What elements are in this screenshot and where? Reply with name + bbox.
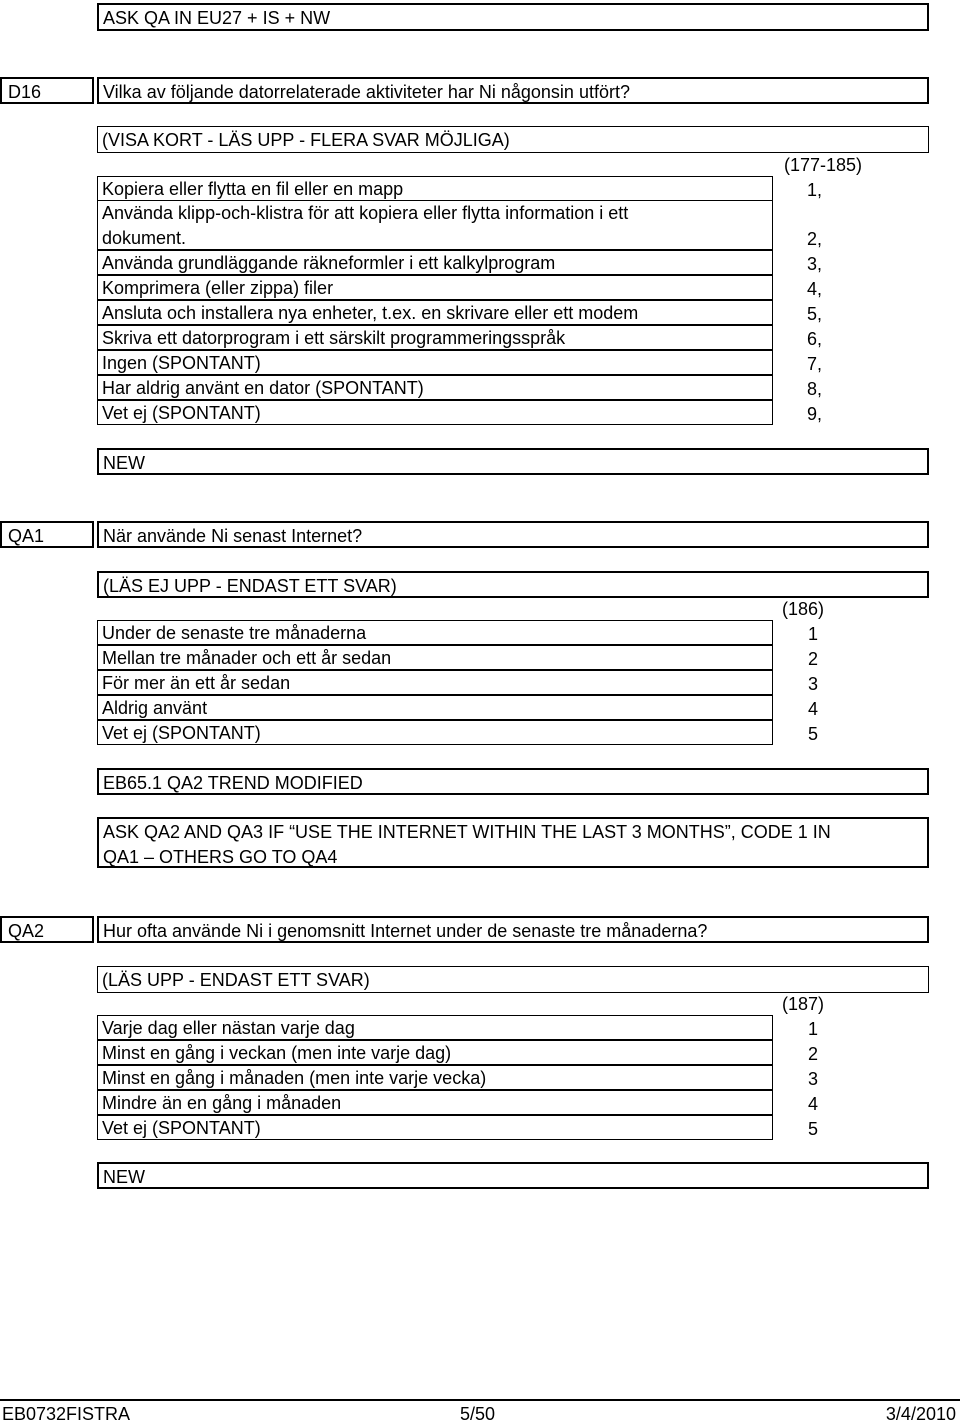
qa1-option-code: 1 xyxy=(807,624,818,644)
qa1-note-box xyxy=(97,768,929,795)
d16-option-code: 3, xyxy=(806,254,822,274)
d16-option-label: Komprimera (eller zippa) filer xyxy=(102,278,334,298)
d16-option-code: 6, xyxy=(806,329,822,349)
qa1-option-label: Mellan tre månader och ett år sedan xyxy=(102,648,392,668)
d16-code-box xyxy=(0,77,94,104)
d16-option-row xyxy=(97,400,773,425)
qa1-option-row xyxy=(97,620,773,645)
qa2-option-code: 4 xyxy=(807,1094,818,1114)
d16-option-row xyxy=(97,275,773,300)
d16-note-box xyxy=(97,448,929,475)
qa2-instruction-box xyxy=(97,966,929,993)
qa1-question: När använde Ni senast Internet? xyxy=(103,526,363,546)
d16-option-row xyxy=(97,200,773,250)
qa1-option-label: För mer än ett år sedan xyxy=(102,673,291,693)
d16-option-row xyxy=(97,375,773,400)
qa1-option-code: 5 xyxy=(807,724,818,744)
d16-question: Vilka av följande datorrelaterade aktiviteter har Ni någonsin utfört? xyxy=(103,82,630,102)
qa1-option-code: 4 xyxy=(807,699,818,719)
qa2-option-row xyxy=(97,1090,773,1115)
filter-line1: ASK QA2 AND QA3 IF “USE THE INTERNET WITHIN THE LAST 3 MONTHS”, CODE 1 IN xyxy=(103,822,831,842)
qa1-option-row xyxy=(97,670,773,695)
d16-option-code: 4, xyxy=(806,279,822,299)
footer-date: 3/4/2010 xyxy=(885,1404,956,1424)
qa2-question-box xyxy=(97,916,929,943)
d16-option-code: 5, xyxy=(806,304,822,324)
d16-option-row xyxy=(97,250,773,275)
qa1-instruction: (LÄS EJ UPP - ENDAST ETT SVAR) xyxy=(103,576,397,596)
d16-option-label: Använda klipp-och-klistra för att kopiera eller flytta information i ett xyxy=(102,203,629,223)
qa1-note: EB65.1 QA2 TREND MODIFIED xyxy=(103,773,363,793)
d16-option-row xyxy=(97,325,773,350)
qa2-instruction: (LÄS UPP - ENDAST ETT SVAR) xyxy=(102,970,370,990)
qa1-option-label: Aldrig använt xyxy=(102,698,208,718)
qa1-code-box xyxy=(0,521,94,548)
d16-option-row xyxy=(97,350,773,375)
header-title: ASK QA IN EU27 + IS + NW xyxy=(103,8,331,28)
qa1-option-code: 2 xyxy=(807,649,818,669)
qa2-note: NEW xyxy=(103,1167,145,1187)
qa2-code-box xyxy=(0,916,94,943)
d16-option-code: 2, xyxy=(806,229,822,249)
d16-option-label: Har aldrig använt en dator (SPONTANT) xyxy=(102,378,424,398)
d16-option-row xyxy=(97,300,773,325)
qa2-option-code: 1 xyxy=(807,1019,818,1039)
filter-line2: QA1 – OTHERS GO TO QA4 xyxy=(103,847,338,867)
d16-option-code: 8, xyxy=(806,379,822,399)
qa2-note-box xyxy=(97,1162,929,1189)
qa2-code: QA2 xyxy=(8,921,45,941)
d16-option-label: Använda grundläggande räkneformler i ett kalkylprogram xyxy=(102,253,556,273)
d16-instruction: (VISA KORT - LÄS UPP - FLERA SVAR MÖJLIGA) xyxy=(102,130,510,150)
d16-option-row xyxy=(97,176,773,201)
qa1-option-row xyxy=(97,645,773,670)
d16-option-code: 9, xyxy=(806,404,822,424)
qa2-option-row xyxy=(97,1040,773,1065)
d16-columns: (177-185) xyxy=(783,155,862,175)
d16-option-label: Ingen (SPONTANT) xyxy=(102,353,261,373)
d16-code: D16 xyxy=(8,82,42,102)
d16-option-label: Skriva ett datorprogram i ett särskilt programmeringsspråk xyxy=(102,328,566,348)
qa2-option-code: 5 xyxy=(807,1119,818,1139)
d16-option-label: Vet ej (SPONTANT) xyxy=(102,403,261,423)
qa2-option-code: 2 xyxy=(807,1044,818,1064)
qa2-option-label: Minst en gång i månaden (men inte varje vecka) xyxy=(102,1068,487,1088)
d16-option-code: 1, xyxy=(806,180,822,200)
qa2-option-label: Vet ej (SPONTANT) xyxy=(102,1118,261,1138)
qa2-question: Hur ofta använde Ni i genomsnitt Internet under de senaste tre månaderna? xyxy=(103,921,708,941)
d16-question-box xyxy=(97,77,929,104)
footer-doc-id: EB0732FISTRA xyxy=(2,1404,131,1424)
qa2-columns: (187) xyxy=(781,994,824,1014)
qa2-option-label: Minst en gång i veckan (men inte varje dag) xyxy=(102,1043,452,1063)
qa1-option-code: 3 xyxy=(807,674,818,694)
qa2-option-label: Varje dag eller nästan varje dag xyxy=(102,1018,355,1038)
qa2-option-code: 3 xyxy=(807,1069,818,1089)
qa1-instruction-box xyxy=(97,571,929,598)
d16-option-code: 7, xyxy=(806,354,822,374)
qa1-columns: (186) xyxy=(781,599,824,619)
qa1-option-label: Under de senaste tre månaderna xyxy=(102,623,367,643)
filter-box xyxy=(97,817,929,868)
qa2-option-row xyxy=(97,1065,773,1090)
qa1-option-row xyxy=(97,720,773,745)
footer-rule xyxy=(0,1399,960,1401)
qa1-question-box xyxy=(97,521,929,548)
footer-page-number: 5/50 xyxy=(460,1404,496,1424)
qa2-option-row xyxy=(97,1015,773,1040)
qa2-option-label: Mindre än en gång i månaden xyxy=(102,1093,342,1113)
qa1-option-label: Vet ej (SPONTANT) xyxy=(102,723,261,743)
qa1-option-row xyxy=(97,695,773,720)
d16-option-label: Kopiera eller flytta en fil eller en mapp xyxy=(102,179,404,199)
d16-instruction-box xyxy=(97,126,929,153)
qa1-code: QA1 xyxy=(8,526,45,546)
d16-option-label: Ansluta och installera nya enheter, t.ex. en skrivare eller ett modem xyxy=(102,303,639,323)
d16-option-label-cont: dokument. xyxy=(102,228,187,248)
d16-note: NEW xyxy=(103,453,145,473)
header-box xyxy=(97,3,929,31)
qa2-option-row xyxy=(97,1115,773,1140)
